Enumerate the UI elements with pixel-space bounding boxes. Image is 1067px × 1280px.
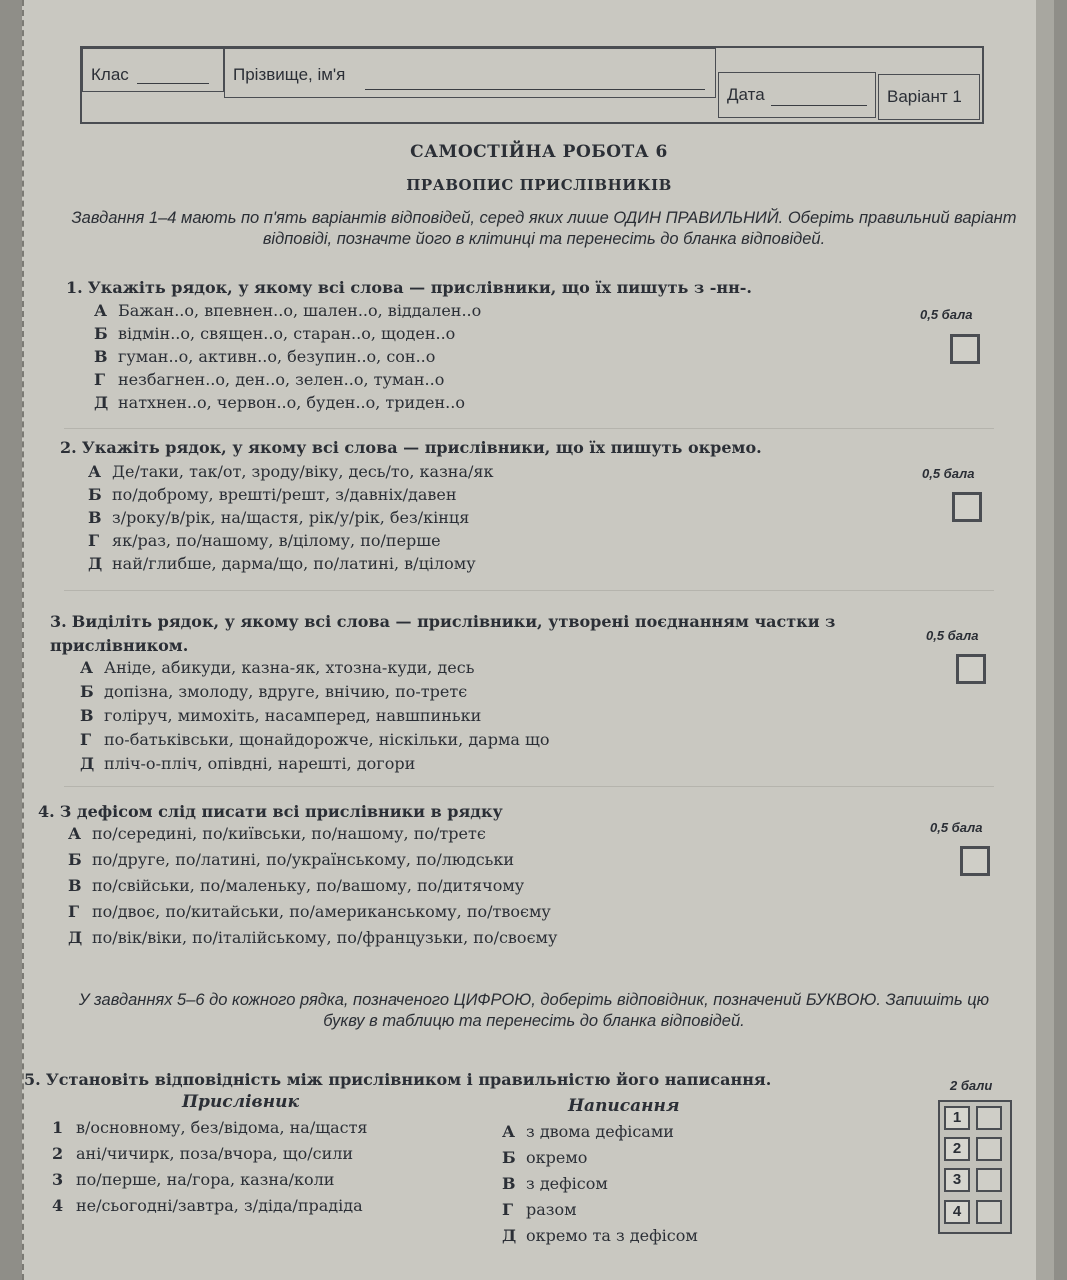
page-subtitle: ПРАВОПИС ПРИСЛІВНИКІВ [406, 176, 672, 194]
variant-cell [878, 74, 980, 120]
option: В гуман..о, активн..о, безупин..о, сон..о [94, 347, 436, 366]
match-right-item: Б окремо [502, 1148, 588, 1167]
date-cell [718, 72, 876, 118]
question-number: 5. [24, 1070, 41, 1089]
question-number: 3. [50, 612, 67, 631]
header-table [80, 46, 984, 124]
page-title: САМОСТІЙНА РОБОТА 6 [410, 142, 668, 162]
question-text: З дефісом слід писати всі прислівники в рядку [59, 802, 503, 821]
date-label: Дата [727, 85, 765, 104]
grid-answer-cell[interactable] [976, 1200, 1002, 1224]
name-label: Прізвище, ім'я [233, 65, 346, 84]
option: Г незбагнен..о, ден..о, зелен..о, туман..о [94, 370, 445, 389]
option: В по/свійськи, по/маленьку, по/вашому, по/дитячому [68, 876, 525, 895]
question-number: 2. [60, 438, 77, 457]
question-3-points: 0,5 бала [926, 628, 979, 643]
option: Б по/доброму, врешті/решт, з/давніх/давен [88, 485, 457, 504]
name-cell [224, 48, 716, 98]
answer-box-1[interactable] [950, 334, 980, 364]
question-text: Укажіть рядок, у якому всі слова — прислівники, що їх пишуть з -нн-. [87, 278, 752, 297]
class-cell [82, 48, 224, 92]
question-4-points: 0,5 бала [930, 820, 983, 835]
class-label: Клас [91, 65, 129, 84]
match-left-item: 2 ані/чичирк, поза/вчора, що/сили [52, 1144, 354, 1163]
grid-row-number: 2 [944, 1137, 970, 1161]
grid-row-number: 1 [944, 1106, 970, 1130]
answer-grid [938, 1100, 1012, 1234]
worksheet-page [22, 0, 1054, 1280]
question-text: Установіть відповідність між прислівником і правильністю його написання. [45, 1070, 772, 1089]
question-5-stem [24, 1068, 904, 1092]
grid-answer-cell[interactable] [976, 1137, 1002, 1161]
option: Г по-батьківськи, щонайдорожче, ніскільки, дарма що [80, 730, 550, 749]
option: Б по/друге, по/латині, по/українському, по/людськи [68, 850, 515, 869]
option: В голіруч, мимохіть, насамперед, навшпиньки [80, 706, 482, 725]
variant-label: Варіант 1 [887, 87, 962, 106]
match-left-item: 3 по/перше, на/гора, казна/коли [52, 1170, 335, 1189]
option: Д по/вік/віки, по/італійському, по/французьки, по/своєму [68, 928, 558, 947]
option: Б допізна, змолоду, вдруге, внічию, по-третє [80, 682, 468, 701]
answer-box-3[interactable] [956, 654, 986, 684]
question-number: 4. [38, 802, 55, 821]
left-column-header: Прислівник [182, 1092, 299, 1112]
option: Д най/глибше, дарма/що, по/латині, в/цілому [88, 554, 476, 573]
option: А Бажан..о, впевнен..о, шален..о, віддален..о [94, 301, 482, 320]
question-1-stem [66, 276, 946, 300]
match-right-item: В з дефісом [502, 1174, 608, 1193]
grid-row-number: 4 [944, 1200, 970, 1224]
question-text: Укажіть рядок, у якому всі слова — прислівники, що їх пишуть окремо. [81, 438, 762, 457]
option: Д пліч-о-пліч, опівдні, нарешті, догори [80, 754, 416, 773]
grid-row-number: 3 [944, 1168, 970, 1192]
option: В з/року/в/рік, на/щастя, рік/у/рік, без/кінця [88, 508, 470, 527]
match-right-item: А з двома дефісами [502, 1122, 674, 1141]
question-5-points: 2 бали [950, 1078, 993, 1093]
instruction-1: Завдання 1–4 мають по п'ять варіантів відповідей, серед яких лише ОДИН ПРАВИЛЬНИЙ. Оберіть правильний варіант відповіді, позначте його в клітинці та перенесіть до бланка відповідей. [71, 209, 1017, 248]
option: Б відмін..о, священ..о, старан..о, щоден..о [94, 324, 456, 343]
question-text: Виділіть рядок, у якому всі слова — прислівники, утворені поєднанням частки з прислівником. [50, 612, 836, 655]
question-2-points: 0,5 бала [922, 466, 975, 481]
match-left-item: 4 не/сьогодні/завтра, з/діда/прадіда [52, 1196, 363, 1215]
match-right-item: Д окремо та з дефісом [502, 1226, 698, 1245]
question-2-stem [60, 436, 940, 460]
question-4-stem [38, 800, 898, 824]
option: Г по/двоє, по/китайськи, по/американському, по/твоєму [68, 902, 551, 921]
option: Г як/раз, по/нашому, в/цілому, по/перше [88, 531, 441, 550]
question-1-points: 0,5 бала [920, 307, 973, 322]
instruction-2: У завданнях 5–6 до кожного рядка, позначеного ЦИФРОЮ, доберіть відповідник, позначений БУКВОЮ. Запишіть цю букву в таблицю та перенесіть до бланка відповідей. [78, 991, 990, 1030]
option: А по/середині, по/київськи, по/нашому, по/третє [68, 824, 486, 843]
option: А Де/таки, так/от, зроду/віку, десь/то, казна/як [88, 462, 494, 481]
question-3-stem [50, 610, 900, 658]
right-column-header: Написання [568, 1096, 680, 1116]
question-number: 1. [66, 278, 83, 297]
option: Д натхнен..о, червон..о, буден..о, триден..о [94, 393, 465, 412]
option: А Аніде, абикуди, казна-як, хтозна-куди, десь [80, 658, 475, 677]
match-left-item: 1 в/основному, без/відома, на/щастя [52, 1118, 368, 1137]
answer-box-2[interactable] [952, 492, 982, 522]
grid-answer-cell[interactable] [976, 1168, 1002, 1192]
match-right-item: Г разом [502, 1200, 577, 1219]
answer-box-4[interactable] [960, 846, 990, 876]
grid-answer-cell[interactable] [976, 1106, 1002, 1130]
